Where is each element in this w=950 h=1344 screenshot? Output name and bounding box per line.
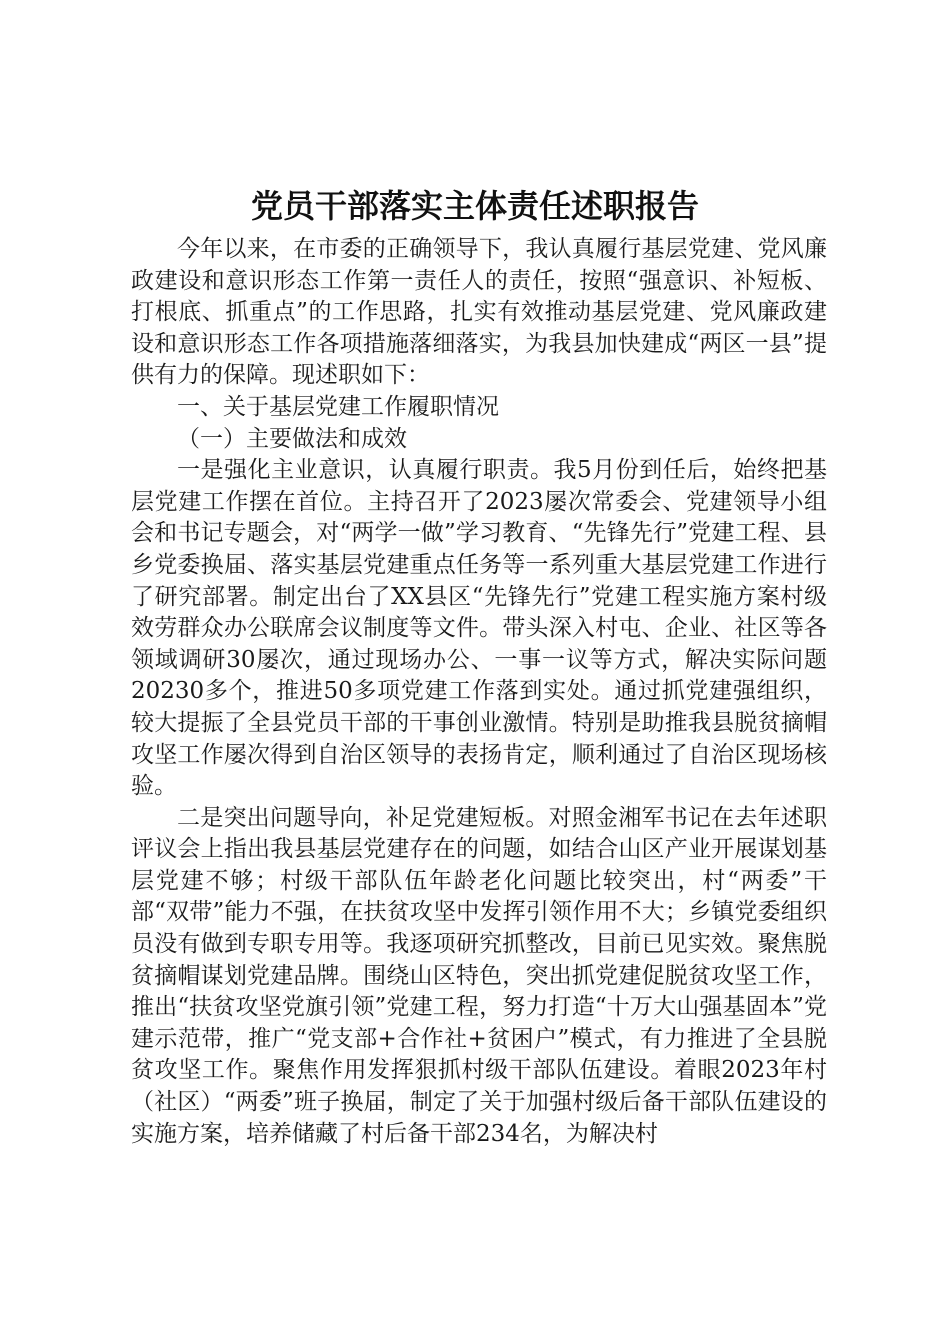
subsection-heading: （一）主要做法和成效 (177, 425, 407, 452)
section-heading: 一、关于基层党建工作履职情况 (177, 393, 499, 420)
document-title: 党员干部落实主体责任述职报告 (250, 187, 699, 225)
document-body (131, 234, 827, 1150)
paragraph-intro: 今年以来，在市委的正确领导下，我认真履行基层党建、党风廉政建设和意识形态工作第一责任人的责任，按照“强意识、补短板、打根底、抓重点”的工作思路，扎实有效推动基层党建、党风廉政建设和意识形态工作各项措施落细落实，为我县加快建成“两区一县”提供有力的保障。现述职如下： (131, 236, 827, 389)
paragraph-point-two: 二是突出问题导向，补足党建短板。对照金湘军书记在去年述职评议会上指出我县基层党建存在的问题，如结合山区产业开展谋划基层党建不够；村级干部队伍年龄老化问题比较突出，村“两委”干部“双带”能力不强，在扶贫攻坚中发挥引领作用不大；乡镇党委组织员没有做到专职专用等。我逐项研究抓整改，目前已见实效。聚焦脱贫摘帽谋划党建品牌。围绕山区特色，突出抓党建促脱贫攻坚工作，推出“扶贫攻坚党旗引领”党建工程，努力打造“十万大山强基固本”党建示范带，推广“党支部+合作社+贫困户”模式，有力推进了全县脱贫攻坚工作。聚焦作用发挥狠抓村级干部队伍建设。着眼2023年村（社区）“两委”班子换届，制定了关于加强村级后备干部队伍建设的实施方案，培养储藏了村后备干部234名，为解决村 (131, 804, 827, 1147)
paragraph-point-one: 一是强化主业意识，认真履行职责。我5月份到任后，始终把基层党建工作摆在首位。主持召开了2023屡次常委会、党建领导小组会和书记专题会，对“两学一做”学习教育、“先锋先行”党建工程、县乡党委换届、落实基层党建重点任务等一系列重大基层党建工作进行了研究部署。制定出台了XX县区“先锋先行”党建工程实施方案村级效劳群众办公联席会议制度等文件。带头深入村屯、企业、社区等各领域调研30屡次，通过现场办公、一事一议等方式，解决实际问题20230多个，推进50多项党建工作落到实处。通过抓党建强组织，较大提振了全县党员干部的干事创业激情。特别是助推我县脱贫摘帽攻坚工作屡次得到自治区领导的表扬肯定，顺利通过了自治区现场核验。 (131, 457, 827, 800)
